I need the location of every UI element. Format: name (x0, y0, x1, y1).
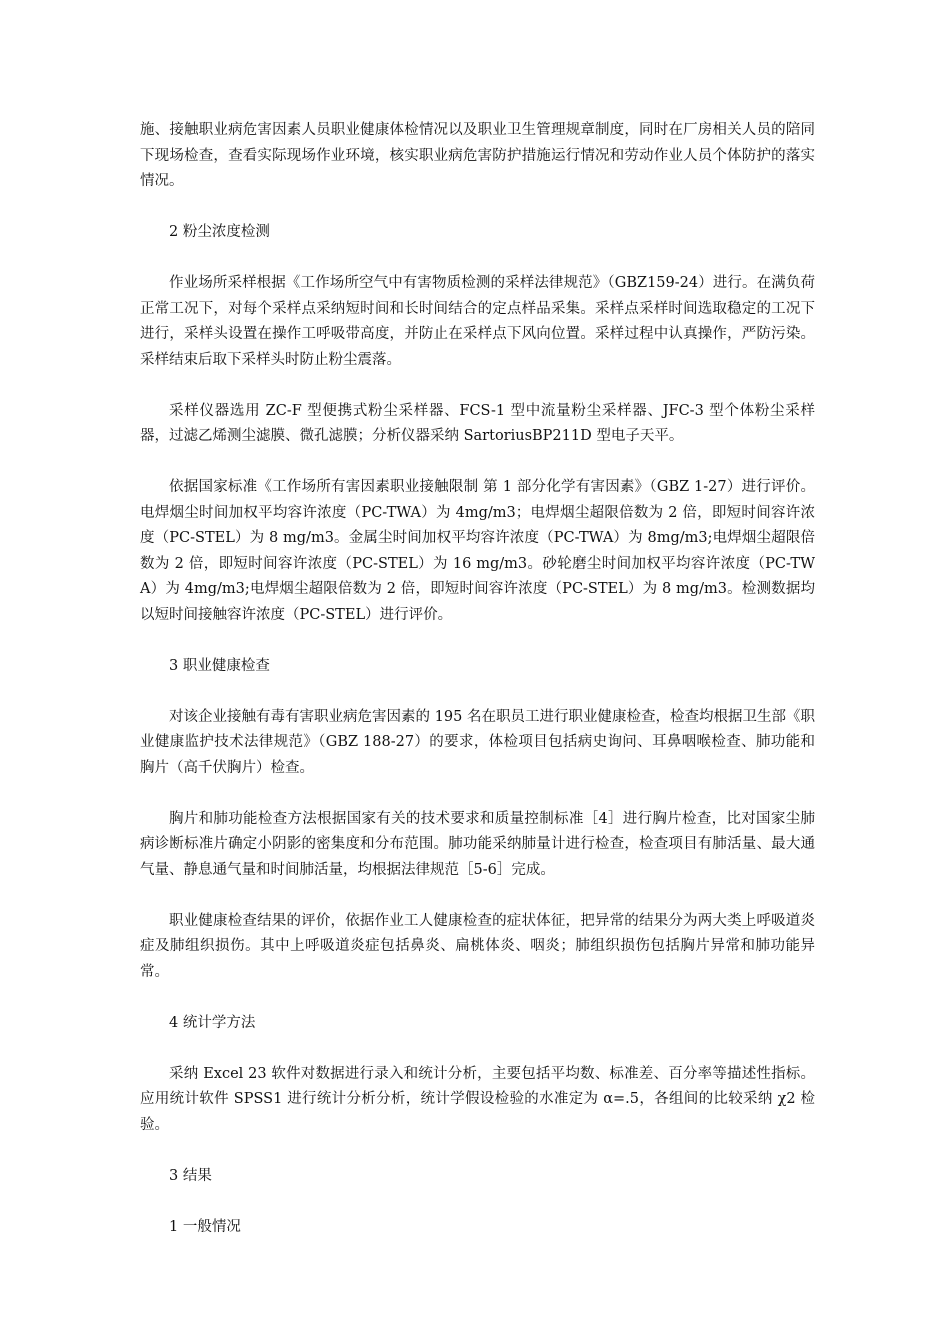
body-paragraph: 采纳 Excel 23 软件对数据进行录入和统计分析，主要包括平均数、标准差、百分率等描述性指标。应用统计软件 SPSS1 进行统计分析分析，统计学假设检验的水准定为 α=.5，各组间的比较采纳 χ2 检验。 (140, 1065, 815, 1133)
section-heading: 3 结果 (169, 1167, 212, 1184)
body-paragraph: 职业健康检查结果的评价，依据作业工人健康检查的症状体征，把异常的结果分为两大类上呼吸道炎症及肺组织损伤。其中上呼吸道炎症包括鼻炎、扁桃体炎、咽炎；肺组织损伤包括胸片异常和肺功能异常。 (140, 912, 815, 980)
body-paragraph: 采样仪器选用 ZC-F 型便携式粉尘采样器、FCS-1 型中流量粉尘采样器、JFC-3 型个体粉尘采样器，过滤乙烯测尘滤膜、微孔滤膜；分析仪器采纳 SartoriusBP211D 型电子天平。 (140, 402, 815, 444)
body-paragraph: 作业场所采样根据《工作场所空气中有害物质检测的采样法律规范》（GBZ159-24）进行。在满负荷正常工况下，对每个采样点采纳短时间和长时间结合的定点样品采集。采样点采样时间选取稳定的工况下进行，采样头设置在操作工呼吸带高度，并防止在采样点下风向位置。采样过程中认真操作，严防污染。采样结束后取下采样头时防止粉尘震落。 (140, 275, 815, 368)
body-paragraph: 对该企业接触有毒有害职业病危害因素的 195 名在职员工进行职业健康检查，检查均根据卫生部《职业健康监护技术法律规范》（GBZ 188-27）的要求，体检项目包括病史询问、耳鼻咽喉检查、肺功能和胸片（高千伏胸片）检查。 (140, 708, 815, 776)
section-heading: 3 职业健康检查 (169, 657, 270, 674)
subsection-heading: 1 一般情况 (169, 1218, 241, 1235)
section-heading: 4 统计学方法 (169, 1014, 256, 1031)
section-heading: 2 粉尘浓度检测 (169, 224, 270, 240)
body-paragraph: 施、接触职业病危害因素人员职业健康体检情况以及职业卫生管理规章制度，同时在厂房相关人员的陪同下现场检查，查看实际现场作业环境，核实职业病危害防护措施运行情况和劳动作业人员个体防护的落实情况。 (140, 122, 815, 189)
document-body (140, 118, 815, 1266)
body-paragraph: 依据国家标准《工作场所有害因素职业接触限制 第 1 部分化学有害因素》（GBZ 1-27）进行评价。电焊烟尘时间加权平均容许浓度（PC-TWA）为 4mg/m3；电焊烟尘超限倍数为 2 倍，即短时间容许浓度（PC-STEL）为 8 mg/m3。金属尘时间加权平均容许浓度（PC-TWA）为 8mg/m3;电焊烟尘超限倍数为 2 倍，即短时间容许浓度（PC-STEL）为 16 mg/m3。砂轮磨尘时间加权平均容许浓度（PC-TWA）为 4mg/m3;电焊烟尘超限倍数为 2 倍，即短时间容许浓度（PC-STEL）为 8 mg/m3。检测数据均以短时间接触容许浓度（PC-STEL）进行评价。 (140, 479, 815, 623)
body-paragraph: 胸片和肺功能检查方法根据国家有关的技术要求和质量控制标准［4］进行胸片检查，比对国家尘肺病诊断标准片确定小阴影的密集度和分布范围。肺功能采纳肺量计进行检查，检查项目有肺活量、最大通气量、静息通气量和时间肺活量，均根据法律规范［5-6］完成。 (140, 810, 815, 878)
